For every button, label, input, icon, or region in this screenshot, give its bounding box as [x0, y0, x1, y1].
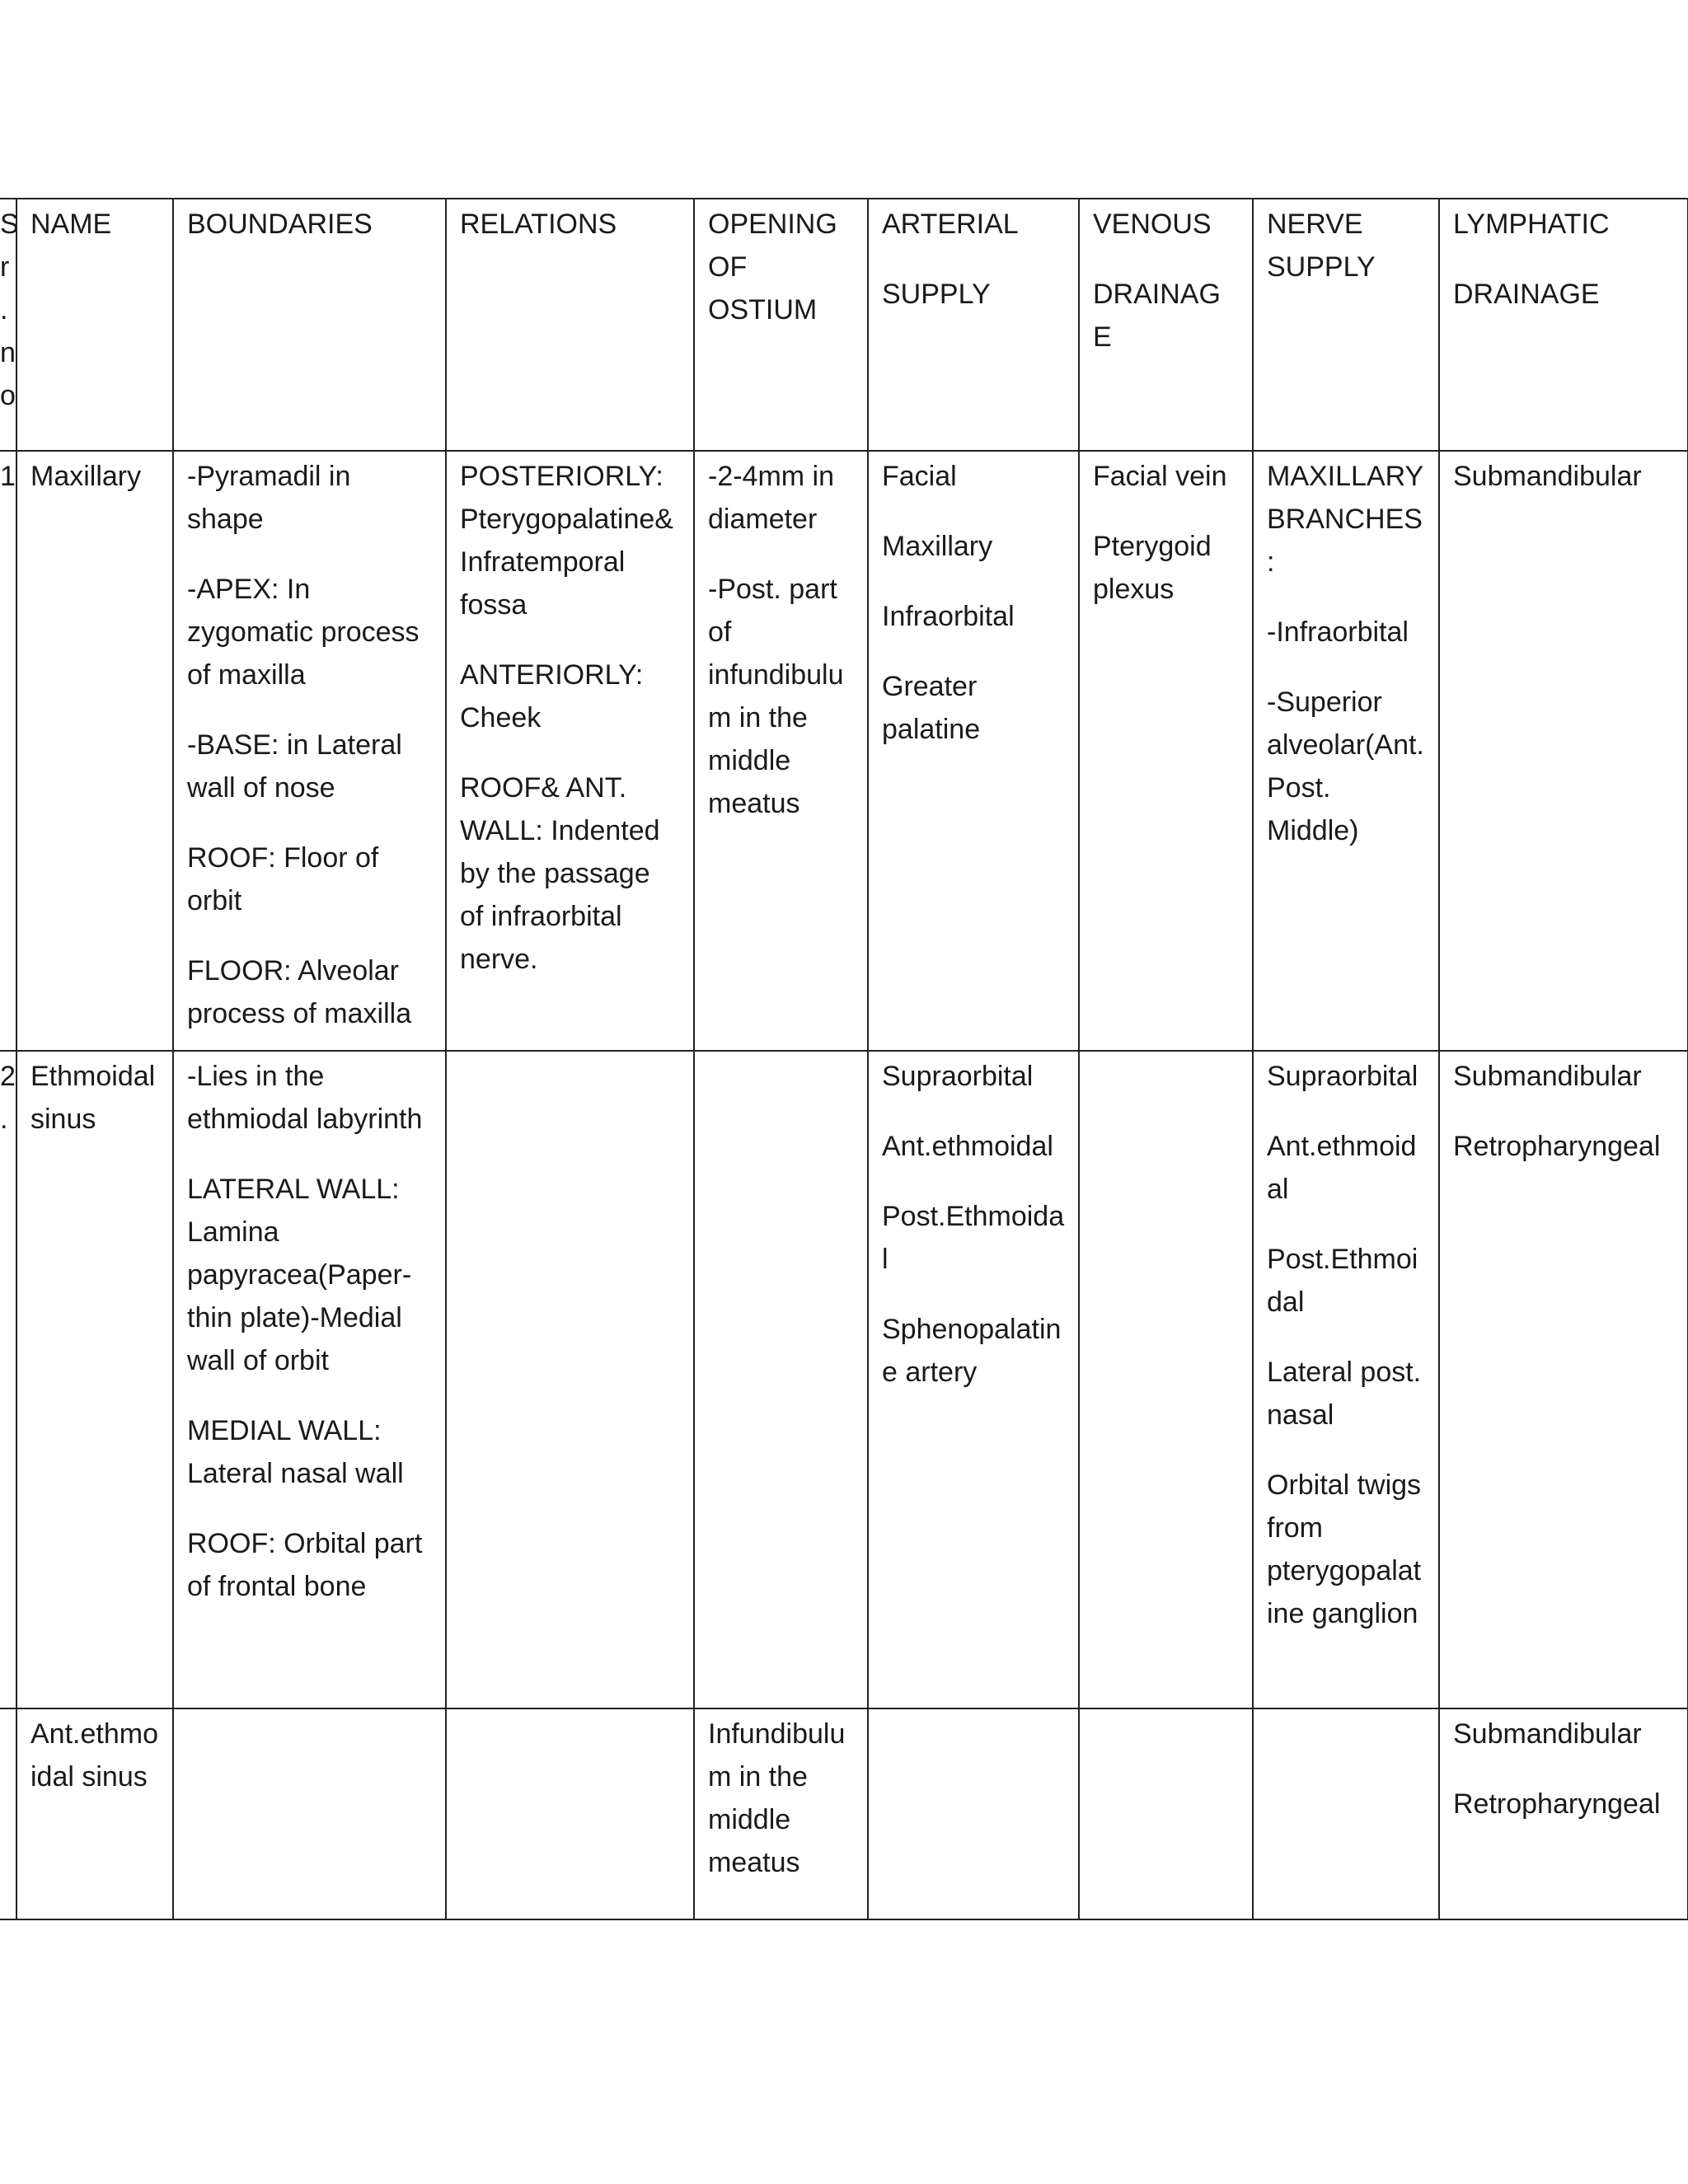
cell-name [16, 1708, 173, 1919]
cell-text: MAXILLARY BRANCHES: [1267, 461, 1423, 578]
cell-venous-drainage [1079, 451, 1253, 1051]
cell-text: MEDIAL WALL: Lateral nasal wall [187, 1415, 404, 1489]
cell-text: Ant.ethmoidal [882, 1131, 1053, 1162]
cell-text: Retropharyngeal [1453, 1788, 1661, 1820]
cell-text: ROOF: Floor of orbit [187, 842, 379, 916]
cell-text: S r . n o [0, 209, 19, 411]
cell-text: LATERAL WALL: Lamina papyracea(Paper-thin plate)-Medial wall of orbit [187, 1174, 412, 1376]
cell-text: LYMPHATIC [1453, 209, 1610, 240]
header-arterial-supply [868, 199, 1079, 451]
cell-text: Supraorbital [1267, 1061, 1418, 1092]
cell-text: FLOOR: Alveolar process of maxilla [187, 955, 412, 1029]
cell-text: -Post. part of infundibulum in the middle meatus [708, 574, 844, 819]
cell-text: Supraorbital [882, 1061, 1034, 1092]
cell-text: 2. [0, 1061, 16, 1135]
header-opening-of-ostium [694, 199, 868, 451]
cell-text: Retropharyngeal [1453, 1131, 1661, 1162]
cell-boundaries [173, 451, 446, 1051]
cell-text: RELATIONS [460, 209, 617, 240]
cell-text: Ant.ethmoidal sinus [30, 1718, 158, 1793]
cell-text: Facial [882, 461, 957, 492]
cell-relations [446, 1708, 694, 1919]
cell-boundaries [173, 1051, 446, 1708]
cell-text: NERVE SUPPLY [1267, 209, 1376, 283]
header-nerve-supply [1253, 199, 1439, 451]
cell-sr-no [0, 1051, 16, 1708]
cell-text: Infundibulum in the middle meatus [708, 1718, 846, 1878]
cell-text: DRAINAGE [1453, 279, 1600, 310]
cell-text: -Infraorbital [1267, 616, 1409, 648]
cell-nerve-supply [1253, 451, 1439, 1051]
cell-text: Ethmoidal sinus [30, 1061, 156, 1135]
cell-text: Maxillary [882, 531, 993, 562]
cell-arterial-supply [868, 451, 1079, 1051]
cell-text: ROOF& ANT. WALL: Indented by the passage of infraorbital nerve. [460, 772, 660, 975]
cell-text: ARTERIAL [882, 209, 1019, 240]
cell-text: -2-4mm in diameter [708, 461, 835, 535]
cell-arterial-supply [868, 1051, 1079, 1708]
cell-text: Post.Ethmoidal [882, 1201, 1065, 1275]
cell-text: Post.Ethmoidal [1267, 1244, 1418, 1318]
cell-sr-no [0, 1708, 16, 1919]
cell-text: OPENING OF OSTIUM [708, 209, 837, 326]
cell-text: Pterygoid plexus [1093, 531, 1212, 605]
cell-opening-of-ostium [694, 451, 868, 1051]
cell-text: SUPPLY [882, 279, 991, 310]
cell-text: -Lies in the ethmiodal labyrinth [187, 1061, 423, 1135]
cell-text: DRAINAGE [1093, 279, 1221, 353]
cell-relations [446, 1051, 694, 1708]
cell-text: 1 [0, 461, 16, 492]
cell-name [16, 1051, 173, 1708]
cell-text: Maxillary [30, 461, 142, 492]
cell-boundaries [173, 1708, 446, 1919]
cell-nerve-supply [1253, 1708, 1439, 1919]
cell-text: Orbital twigs from pterygopalatine ganglion [1267, 1469, 1422, 1629]
cell-text: Infraorbital [882, 601, 1015, 632]
cell-text: Sphenopalatine artery [882, 1314, 1062, 1388]
cell-text: Submandibular [1453, 1061, 1642, 1092]
cell-opening-of-ostium [694, 1051, 868, 1708]
header-lymphatic-drainage [1439, 199, 1688, 451]
table-header-row [0, 199, 1688, 451]
cell-relations [446, 451, 694, 1051]
cell-text: POSTERIORLY: Pterygopalatine& Infratemporal fossa [460, 461, 673, 621]
cell-arterial-supply [868, 1708, 1079, 1919]
header-boundaries [173, 199, 446, 451]
cell-text: VENOUS [1093, 209, 1212, 240]
table-row [0, 1051, 1688, 1708]
cell-lymphatic-drainage [1439, 451, 1688, 1051]
cell-text: -APEX: In zygomatic process of maxilla [187, 574, 420, 691]
cell-text: NAME [30, 209, 112, 240]
cell-text: -BASE: in Lateral wall of nose [187, 729, 402, 804]
header-venous-drainage [1079, 199, 1253, 451]
cell-text: -Superior alveolar(Ant. Post. Middle) [1267, 687, 1424, 846]
cell-nerve-supply [1253, 1051, 1439, 1708]
cell-text: Facial vein [1093, 461, 1227, 492]
cell-venous-drainage [1079, 1051, 1253, 1708]
cell-text: ROOF: Orbital part of frontal bone [187, 1528, 423, 1602]
sinus-table [0, 198, 1688, 1920]
table-row [0, 1708, 1688, 1919]
cell-venous-drainage [1079, 1708, 1253, 1919]
cell-lymphatic-drainage [1439, 1051, 1688, 1708]
cell-text: Submandibular [1453, 461, 1642, 492]
header-name [16, 199, 173, 451]
cell-text: Greater palatine [882, 671, 981, 745]
header-relations [446, 199, 694, 451]
cell-text: BOUNDARIES [187, 209, 373, 240]
cell-opening-of-ostium [694, 1708, 868, 1919]
cell-lymphatic-drainage [1439, 1708, 1688, 1919]
cell-text: ANTERIORLY: Cheek [460, 659, 644, 733]
cell-sr-no [0, 451, 16, 1051]
cell-text: Lateral post. nasal [1267, 1357, 1422, 1431]
table-row [0, 451, 1688, 1051]
cell-name [16, 451, 173, 1051]
header-sr-no [0, 199, 19, 451]
cell-text: Submandibular [1453, 1718, 1642, 1750]
cell-text: -Pyramadil in shape [187, 461, 351, 535]
cell-text: Ant.ethmoidal [1267, 1131, 1417, 1205]
